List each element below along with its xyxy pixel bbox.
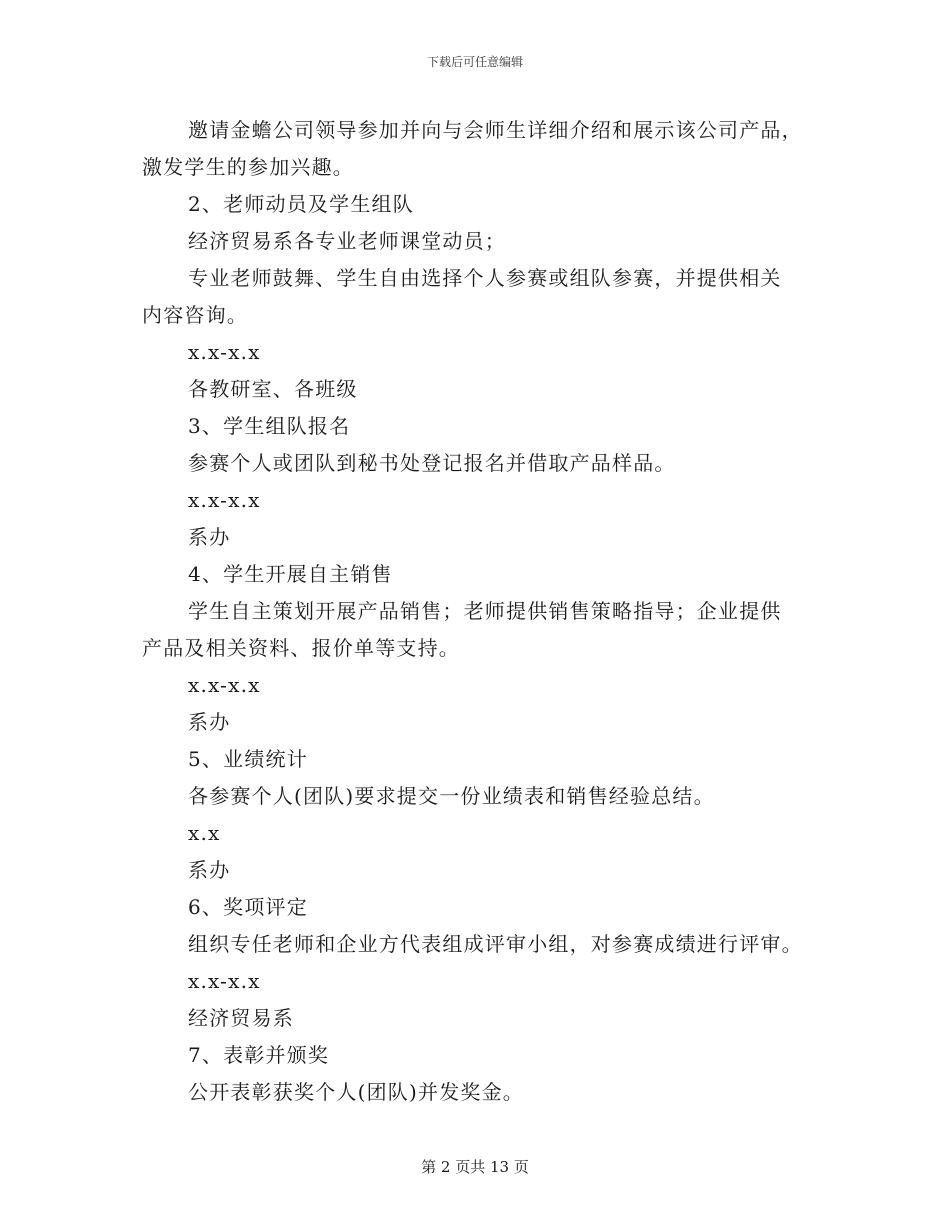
date-line: x.x-x.x [188, 340, 261, 364]
paragraph-line: 参赛个人或团队到秘书处登记报名并借取产品样品。 [188, 451, 676, 475]
paragraph-line: 邀请金蟾公司领导参加并向与会师生详细介绍和展示该公司产品， [188, 118, 803, 142]
responsible-line: 各教研室、各班级 [188, 377, 358, 401]
section-heading: 7、表彰并颁奖 [188, 1043, 330, 1067]
responsible-line: 系办 [188, 525, 231, 549]
paragraph-line: 学生自主策划开展产品销售；老师提供销售策略指导；企业提供 [188, 599, 782, 623]
paragraph-line: 产品及相关资料、报价单等支持。 [142, 636, 460, 660]
section-heading: 2、老师动员及学生组队 [188, 192, 414, 216]
paragraph-line: 专业老师鼓舞、学生自由选择个人参赛或组队参赛，并提供相关 [188, 266, 782, 290]
section-heading: 3、学生组队报名 [188, 414, 351, 438]
section-heading: 5、业绩统计 [188, 747, 308, 771]
paragraph-line: 组织专任老师和企业方代表组成评审小组，对参赛成绩进行评审。 [188, 932, 803, 956]
date-line: x.x-x.x [188, 969, 261, 993]
responsible-line: 系办 [188, 858, 231, 882]
section-heading: 4、学生开展自主销售 [188, 562, 393, 586]
page-number: 第 2 页共 13 页 [421, 1158, 529, 1176]
date-line: x.x-x.x [188, 488, 261, 512]
paragraph-line: 激发学生的参加兴趣。 [142, 155, 354, 179]
date-line: x.x-x.x [188, 673, 261, 697]
responsible-line: 经济贸易系 [188, 1006, 294, 1030]
paragraph-line: 公开表彰获奖个人(团队)并发奖金。 [188, 1080, 525, 1104]
date-line: x.x [188, 821, 221, 845]
paragraph-line: 经济贸易系各专业老师课堂动员； [188, 229, 506, 253]
header-note: 下载后可任意编辑 [426, 55, 523, 69]
section-heading: 6、奖项评定 [188, 895, 308, 919]
paragraph-line: 内容咨询。 [142, 303, 248, 327]
document-body [142, 112, 812, 1111]
responsible-line: 系办 [188, 710, 231, 734]
paragraph-line: 各参赛个人(团队)要求提交一份业绩表和销售经验总结。 [188, 784, 715, 808]
